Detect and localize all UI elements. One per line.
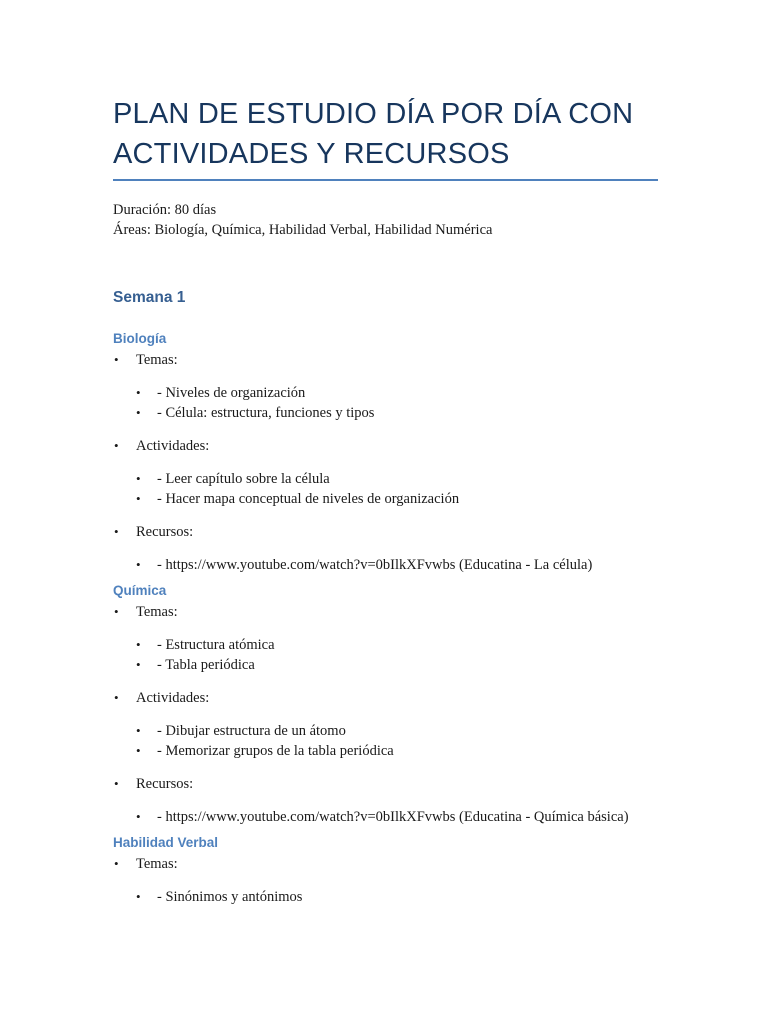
topic-group (113, 774, 713, 827)
group-items (113, 887, 713, 907)
list-item (113, 403, 713, 423)
group-items (113, 469, 713, 509)
group-label: Temas: (136, 604, 178, 620)
bullet-icon: • (114, 856, 119, 871)
bullet-icon: • (114, 604, 119, 619)
bullet-icon: • (114, 776, 119, 791)
group-label: Recursos: (136, 524, 194, 540)
topic-group (113, 854, 713, 907)
bullet-icon: • (136, 385, 141, 400)
bullet-icon: • (136, 889, 141, 904)
bullet-icon: • (114, 524, 119, 539)
group-label-row (113, 436, 713, 456)
subject-section (113, 833, 713, 907)
subject-heading: Química (113, 583, 167, 598)
list-item-text: - Célula: estructura, funciones y tipos (157, 405, 375, 421)
list-item-text: - Dibujar estructura de un átomo (157, 723, 346, 739)
bullet-icon: • (136, 809, 141, 824)
bullet-icon: • (114, 352, 119, 367)
group-label: Actividades: (136, 438, 210, 454)
document-title: PLAN DE ESTUDIO DÍA POR DÍA CON ACTIVIDADES Y RECURSOS (113, 98, 634, 170)
topic-group (113, 688, 713, 761)
areas-line: Áreas: Biología, Química, Habilidad Verbal, Habilidad Numérica (113, 222, 493, 238)
topic-group (113, 436, 713, 509)
topic-group (113, 522, 713, 575)
list-item-text: - Estructura atómica (157, 637, 275, 653)
list-item (113, 555, 713, 575)
bullet-icon: • (136, 637, 141, 652)
group-items (113, 807, 713, 827)
document-meta (113, 200, 492, 240)
group-items (113, 635, 713, 675)
list-item (113, 887, 713, 907)
list-item-text: - Memorizar grupos de la tabla periódica (157, 743, 394, 759)
bullet-icon: • (136, 657, 141, 672)
list-item-text: - Leer capítulo sobre la célula (157, 471, 330, 487)
sections-container (113, 329, 713, 913)
title-underline (113, 179, 658, 181)
list-item-text: - Tabla periódica (157, 657, 255, 673)
group-items (113, 555, 713, 575)
group-label: Actividades: (136, 690, 210, 706)
list-item (113, 807, 713, 827)
group-label-row (113, 774, 713, 794)
bullet-icon: • (136, 743, 141, 758)
list-item (113, 741, 713, 761)
list-item-text: - Niveles de organización (157, 385, 306, 401)
bullet-icon: • (136, 471, 141, 486)
list-item-text: - https://www.youtube.com/watch?v=0bIlkXFvwbs (Educatina - Química básica) (157, 809, 629, 825)
group-items (113, 383, 713, 423)
group-label-row (113, 688, 713, 708)
week-heading: Semana 1 (113, 289, 186, 306)
subject-heading: Habilidad Verbal (113, 835, 219, 850)
topic-group (113, 602, 713, 675)
list-item (113, 469, 713, 489)
bullet-icon: • (114, 438, 119, 453)
list-item (113, 635, 713, 655)
subject-section (113, 581, 713, 827)
group-label: Temas: (136, 856, 178, 872)
list-item-text: - https://www.youtube.com/watch?v=0bIlkXFvwbs (Educatina - La célula) (157, 557, 593, 573)
list-item (113, 383, 713, 403)
list-item-text: - Sinónimos y antónimos (157, 889, 303, 905)
group-label: Temas: (136, 352, 178, 368)
subject-section (113, 329, 713, 575)
bullet-icon: • (136, 491, 141, 506)
bullet-icon: • (136, 723, 141, 738)
group-label-row (113, 854, 713, 874)
group-label-row (113, 350, 713, 370)
bullet-icon: • (114, 690, 119, 705)
list-item (113, 489, 713, 509)
group-label-row (113, 522, 713, 542)
bullet-icon: • (136, 405, 141, 420)
group-items (113, 721, 713, 761)
duration-line: Duración: 80 días (113, 202, 217, 218)
bullet-icon: • (136, 557, 141, 572)
list-item-text: - Hacer mapa conceptual de niveles de organización (157, 491, 460, 507)
group-label: Recursos: (136, 776, 194, 792)
subject-heading: Biología (113, 331, 167, 346)
group-label-row (113, 602, 713, 622)
list-item (113, 655, 713, 675)
topic-group (113, 350, 713, 423)
list-item (113, 721, 713, 741)
